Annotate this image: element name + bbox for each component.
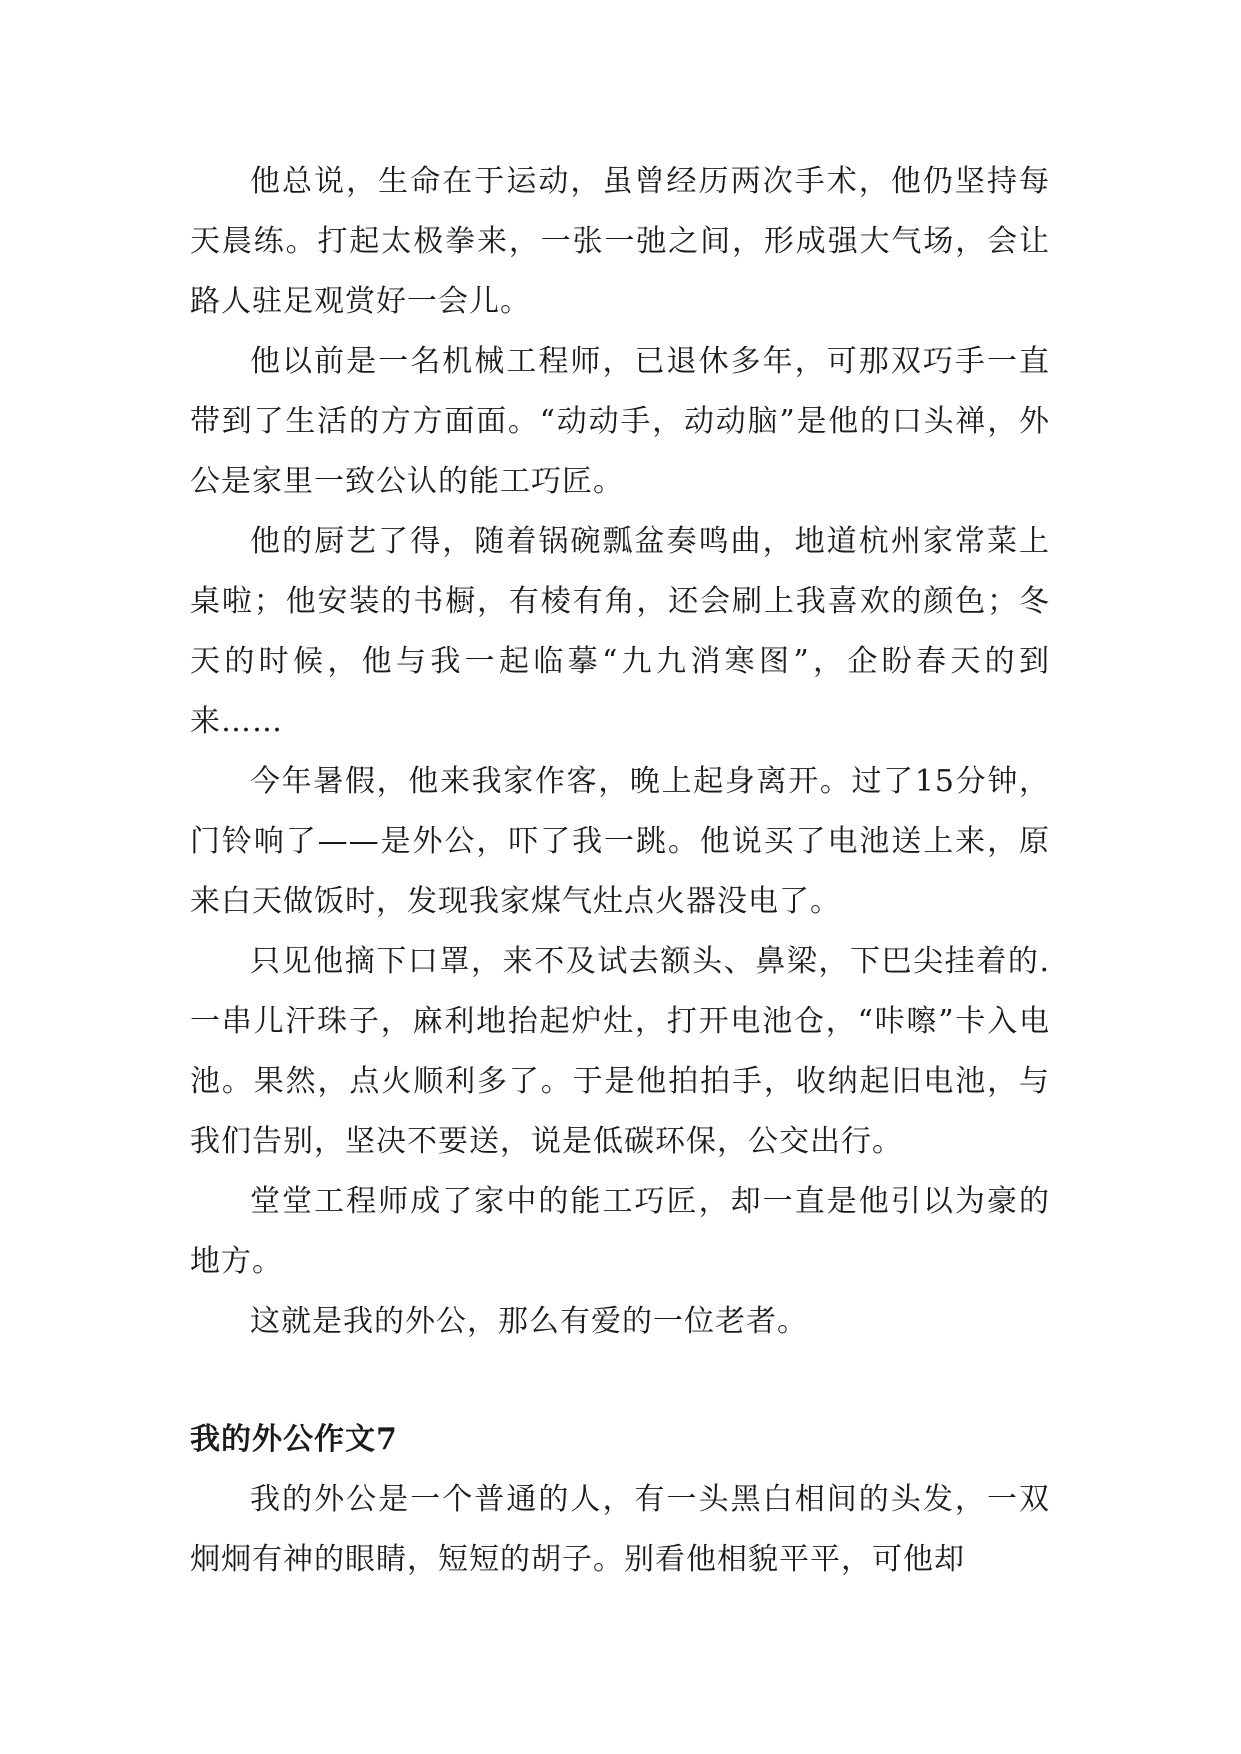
document-body <box>190 152 1050 1590</box>
paragraph-engineer: 他以前是一名机械工程师，已退休多年，可那双巧手一直带到了生活的方方面面。“动动手，动动脑”是他的口头禅，外公是家里一致公认的能工巧匠。 <box>190 344 1050 499</box>
paragraph-summer-visit: 今年暑假，他来我家作客，晚上起身离开。过了15分钟，门铃响了——是外公，吓了我一跳。他说买了电池送上来，原来白天做饭时，发现我家煤气灶点火器没电了。 <box>190 764 1050 919</box>
section-heading: 我的外公作文7 <box>190 1422 398 1457</box>
paragraph-conclusion: 这就是我的外公，那么有爱的一位老者。 <box>250 1304 808 1339</box>
paragraph-cooking: 他的厨艺了得，随着锅碗瓢盆奏鸣曲，地道杭州家常菜上桌啦；他安装的书橱，有棱有角，还会刷上我喜欢的颜色；冬天的时候，他与我一起临摹“九九消寒图”，企盼春天的到来…… <box>190 524 1050 739</box>
paragraph-morning-exercise: 他总说，生命在于运动，虽曾经历两次手术，他仍坚持每天晨练。打起太极拳来，一张一弛之间，形成强大气场，会让路人驻足观赏好一会儿。 <box>190 164 1050 319</box>
paragraph-craftsman: 堂堂工程师成了家中的能工巧匠，却一直是他引以为豪的地方。 <box>190 1184 1050 1279</box>
paragraph-battery: 只见他摘下口罩，来不及试去额头、鼻梁，下巴尖挂着的.一串儿汗珠子，麻利地抬起炉灶，打开电池仓，“咔嚓”卡入电池。果然，点火顺利多了。于是他拍拍手，收纳起旧电池，与我们告别，坚决不要送，说是低碳环保，公交出行。 <box>190 944 1050 1159</box>
paragraph-grandpa-intro: 我的外公是一个普通的人，有一头黑白相间的头发，一双炯炯有神的眼睛，短短的胡子。别看他相貌平平，可他却 <box>190 1482 1050 1577</box>
